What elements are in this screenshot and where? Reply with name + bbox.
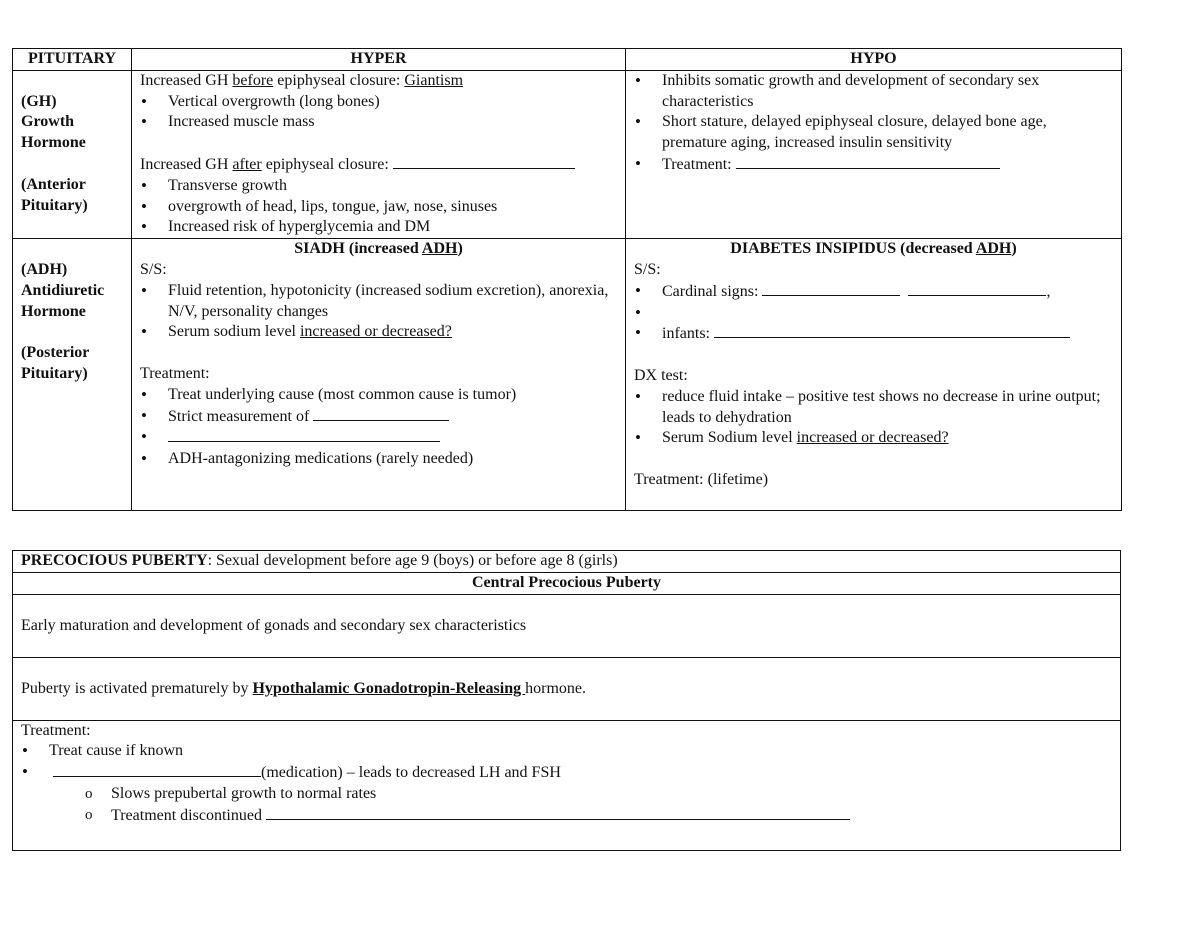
adh-label-line: Hormone xyxy=(21,302,86,320)
gh-before-list xyxy=(140,92,617,134)
text: Puberty is activated prematurely by xyxy=(21,679,253,697)
gh-hypo-list xyxy=(634,71,1113,176)
list-item: • Treat underlying cause (most common cause is tumor) xyxy=(168,385,617,406)
fill-in-blank[interactable] xyxy=(168,427,440,442)
pp-treatment-list xyxy=(21,741,1112,784)
gh-before-line xyxy=(140,71,617,92)
text-underlined: increased or decreased? xyxy=(299,323,452,341)
header-hyper: HYPER xyxy=(132,49,626,71)
adh-row xyxy=(13,239,1122,511)
gh-hypo-cell xyxy=(626,70,1122,238)
di-cell xyxy=(626,239,1122,511)
text: DIABETES INSIPIDUS (decreased xyxy=(730,240,976,258)
fill-in-blank[interactable] xyxy=(266,805,850,820)
pp-treatment-cell xyxy=(13,720,1121,850)
list-item xyxy=(111,805,1112,827)
pp-sub-list xyxy=(21,784,1112,827)
di-dx-list xyxy=(634,387,1113,449)
gh-label-line: Growth xyxy=(21,113,75,131)
fill-in-blank[interactable] xyxy=(908,281,1046,296)
precocious-puberty-table xyxy=(12,550,1121,851)
adh-label-cell xyxy=(13,239,132,511)
pp-title-cell xyxy=(13,551,1121,573)
fill-in-blank[interactable] xyxy=(393,154,575,169)
list-item xyxy=(168,322,617,343)
list-item: • ADH-antagonizing medications (rarely needed) xyxy=(168,449,617,470)
list-item: • Fluid retention, hypotonicity (increased sodium excretion), anorexia, N/V, personality changes xyxy=(168,281,617,323)
pp-row1 xyxy=(13,594,1121,657)
gnrh-text: Hypothalamic Gonadotropin-Releasing xyxy=(252,679,526,697)
pp-definition: : Sexual development before age 9 (boys) or before age 8 (girls) xyxy=(207,552,618,569)
gh-hyper-cell xyxy=(132,70,626,238)
list-item xyxy=(662,154,1113,176)
list-item: • Treat cause if known xyxy=(49,741,1112,762)
text: Treatment discontinued xyxy=(111,806,266,824)
spacer xyxy=(662,303,1113,324)
text: (medication) – leads to decreased LH and FSH xyxy=(261,764,561,782)
pp-row2-cell xyxy=(13,657,1121,720)
list-item: • reduce fluid intake – positive test shows no decrease in urine output; leads to dehydration xyxy=(662,387,1113,429)
gh-row xyxy=(13,70,1122,238)
fill-in-blank[interactable] xyxy=(313,406,449,421)
treatment-label: Treatment: xyxy=(21,721,91,739)
gh-after-list xyxy=(140,176,617,238)
di-title xyxy=(634,239,1113,260)
pp-row2 xyxy=(13,657,1121,720)
text: Strict measurement of xyxy=(168,407,314,425)
list-item xyxy=(168,406,617,428)
list-item: • overgrowth of head, lips, tongue, jaw, nose, sinuses xyxy=(168,197,617,218)
pp-subheader-row xyxy=(13,572,1121,594)
pp-row1-cell: Early maturation and development of gonads and secondary sex characteristics xyxy=(13,594,1121,657)
text-underlined: before xyxy=(232,71,274,89)
list-item: • Transverse growth xyxy=(168,176,617,197)
di-treatment: Treatment: (lifetime) xyxy=(634,470,769,488)
header-row xyxy=(13,49,1122,71)
text-underlined: after xyxy=(232,155,262,173)
gh-label-cell xyxy=(13,70,132,238)
fill-in-blank[interactable] xyxy=(762,281,900,296)
giantism-text: Giantism xyxy=(404,71,464,89)
text: Serum sodium level xyxy=(168,323,300,341)
treatment-label: Treatment: xyxy=(140,364,210,382)
list-item: • Increased muscle mass xyxy=(168,112,617,133)
siadh-ss-list xyxy=(140,281,617,343)
text: ) xyxy=(457,240,463,258)
list-item xyxy=(49,762,1112,784)
text: infants: xyxy=(662,325,714,343)
text: Serum Sodium level xyxy=(662,429,797,447)
pituitary-table xyxy=(12,48,1122,511)
text-underlined: ADH xyxy=(421,240,458,258)
ss-label: S/S: xyxy=(140,260,167,278)
list-item xyxy=(168,427,617,449)
text: Increased GH xyxy=(140,155,233,173)
text: ) xyxy=(1011,240,1017,258)
gh-label-line: Pituitary) xyxy=(21,196,88,214)
fill-in-blank[interactable] xyxy=(714,323,1070,338)
di-ss-list xyxy=(634,281,1113,345)
pp-treatment-row xyxy=(13,720,1121,850)
text: SIADH (increased xyxy=(294,240,422,258)
text: Treatment: xyxy=(662,155,736,173)
text: epiphyseal closure: xyxy=(273,71,405,89)
text: , xyxy=(1046,282,1051,300)
header-pituitary: PITUITARY xyxy=(13,49,132,71)
text-underlined: increased or decreased? xyxy=(796,429,949,447)
ss-label: S/S: xyxy=(634,260,661,278)
text: Cardinal signs: xyxy=(662,282,763,300)
gh-label-line: (Anterior xyxy=(21,175,86,193)
adh-label-line: Antidiuretic xyxy=(21,281,105,299)
dx-label: DX test: xyxy=(634,366,688,384)
list-item xyxy=(662,281,1113,303)
pp-subheader: Central Precocious Puberty xyxy=(13,572,1121,594)
list-item xyxy=(662,428,1113,449)
header-hypo: HYPO xyxy=(626,49,1122,71)
list-item: • Inhibits somatic growth and development of secondary sex characteristics xyxy=(662,71,1113,113)
siadh-tx-list xyxy=(140,385,617,470)
gh-label-line: Hormone xyxy=(21,134,86,152)
adh-label-line: Pituitary) xyxy=(21,364,88,382)
text: Increased GH xyxy=(140,71,233,89)
gh-after-line xyxy=(140,154,617,176)
text: epiphyseal closure: xyxy=(261,155,393,173)
list-item: • Increased risk of hyperglycemia and DM xyxy=(168,217,617,238)
gh-label-line: (GH) xyxy=(21,92,57,110)
list-item xyxy=(662,323,1113,345)
siadh-cell xyxy=(132,239,626,511)
fill-in-blank[interactable] xyxy=(736,154,1000,169)
adh-label-line: (ADH) xyxy=(21,260,68,278)
text-underlined: ADH xyxy=(975,240,1012,258)
pp-title-row xyxy=(13,551,1121,573)
adh-label-line: (Posterior xyxy=(21,344,90,362)
text: hormone. xyxy=(525,679,586,697)
list-item: • Short stature, delayed epiphyseal closure, delayed bone age, premature aging, increased insulin sensitivity xyxy=(662,112,1113,154)
fill-in-blank[interactable] xyxy=(53,762,261,777)
pp-title: PRECOCIOUS PUBERTY xyxy=(21,552,208,569)
list-item: • Vertical overgrowth (long bones) xyxy=(168,92,617,113)
list-item: o Slows prepubertal growth to normal rates xyxy=(111,784,1112,805)
siadh-title xyxy=(140,239,617,260)
